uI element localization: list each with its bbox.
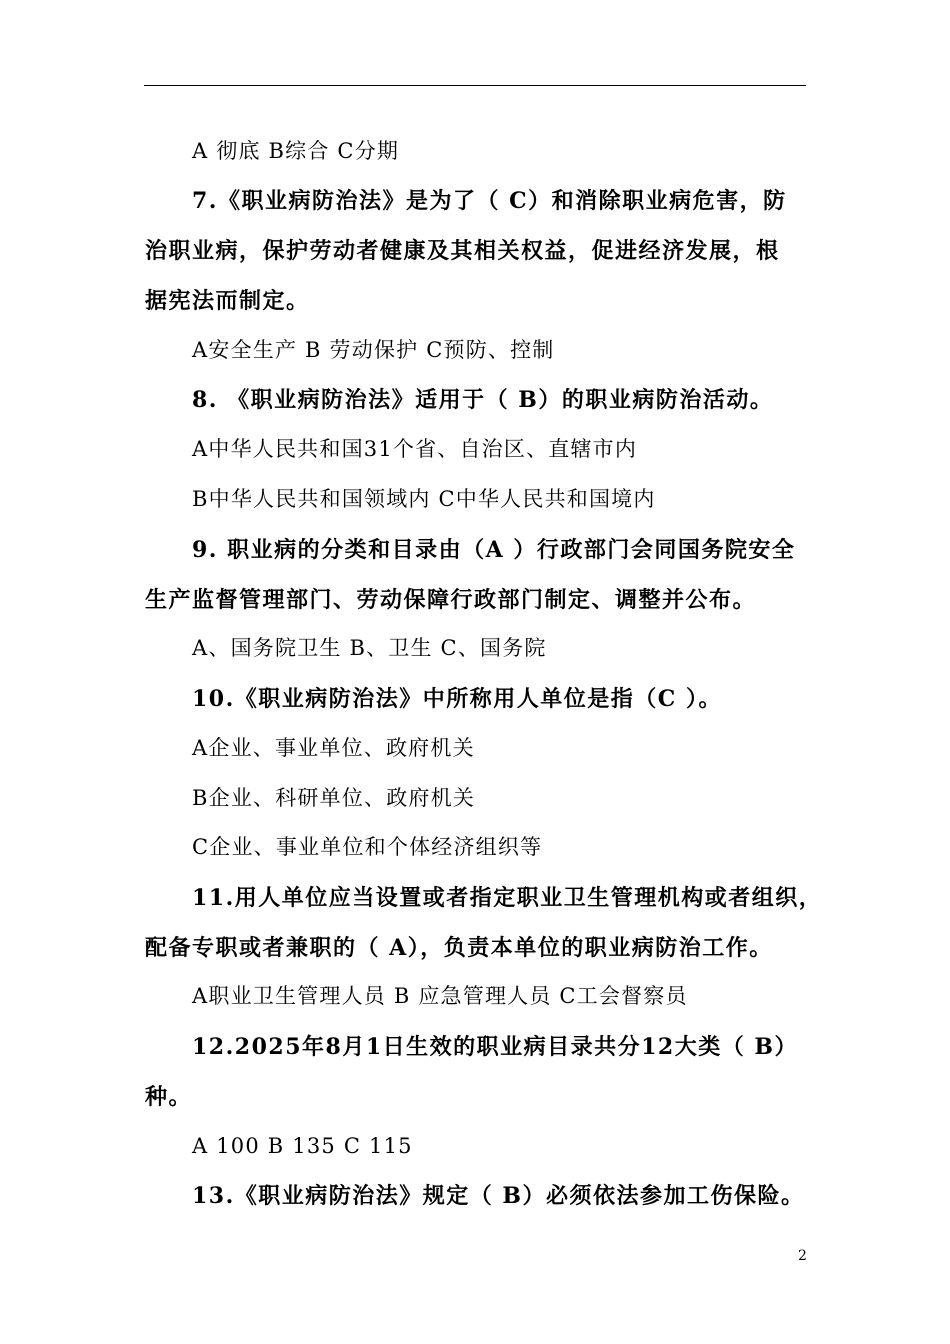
answer-options-8bc: B中华人民共和国领域内 C中华人民共和国境内 (192, 487, 656, 511)
question-7-line-3: 据宪法而制定。 (145, 288, 310, 314)
question-12-line-2: 种。 (145, 1084, 193, 1110)
question-9-line-1: 9. 职业病的分类和目录由（A ）行政部门会同国务院安全 (192, 537, 796, 563)
answer-option-10b: B企业、科研单位、政府机关 (192, 786, 476, 810)
answer-option-8a: A中华人民共和国31个省、自治区、直辖市内 (192, 437, 638, 461)
answer-options-12: A 100 B 135 C 115 (192, 1134, 413, 1158)
answer-options-6: A 彻底 B综合 C分期 (192, 139, 400, 163)
question-10: 10.《职业病防治法》中所称用人单位是指（C ）。 (192, 686, 722, 712)
question-9-line-2: 生产监督管理部门、劳动保障行政部门制定、调整并公布。 (145, 587, 757, 613)
question-11-line-1: 11.用人单位应当设置或者指定职业卫生管理机构或者组织， (192, 885, 823, 911)
answer-options-11: A职业卫生管理人员 B 应急管理人员 C工会督察员 (192, 984, 688, 1008)
answer-options-9: A、国务院卫生 B、卫生 C、国务院 (192, 636, 547, 660)
question-12-line-1: 12.2025年8月1日生效的职业病目录共分12大类（ B） (192, 1034, 798, 1060)
page-number: 2 (798, 1248, 807, 1264)
question-11-line-2: 配备专职或者兼职的（ A），负责本单位的职业病防治工作。 (145, 935, 773, 961)
header-rule (144, 85, 806, 86)
answer-option-10a: A企业、事业单位、政府机关 (192, 736, 475, 760)
question-7-line-2: 治职业病，保护劳动者健康及其相关权益，促进经济发展，根 (145, 238, 780, 264)
question-7-line-1: 7.《职业病防治法》是为了（ C）和消除职业病危害，防 (192, 188, 787, 214)
question-8: 8. 《职业病防治法》适用于（ B）的职业病防治活动。 (192, 387, 774, 413)
answer-option-10c: C企业、事业单位和个体经济组织等 (192, 835, 543, 859)
question-13: 13.《职业病防治法》规定（ B）必须依法参加工伤保险。 (192, 1183, 805, 1209)
answer-options-7: A安全生产 B 劳动保护 C预防、控制 (192, 338, 555, 362)
